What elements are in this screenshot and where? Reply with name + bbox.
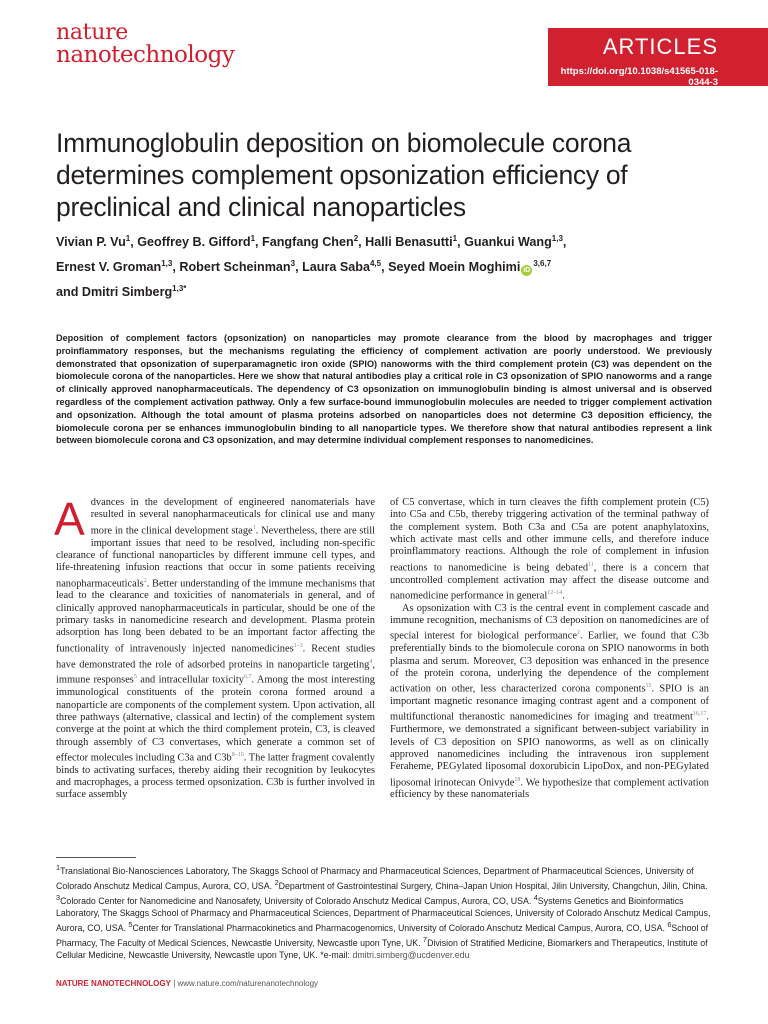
text-run: dvances in the development of engineered nanomaterials have resulted in several nanopharmaceuticals for clinical use and many more in the clinical development stage <box>90 497 375 537</box>
author-affiliation-sup: 3 <box>290 259 296 269</box>
journal-name-line2: nanotechnology <box>56 42 235 68</box>
text-run: and intracellular toxicity <box>136 674 244 686</box>
text-run: Center for Translational Pharmacokinetics and Pharmacogenomics, University of Colorado Anschutz Medical Campus, Aurora, CO, USA. <box>132 923 668 934</box>
author-affiliation-sup: 1,3* <box>172 284 187 294</box>
author-affiliation-sup: 2 <box>353 234 359 243</box>
author-separator: , <box>255 235 263 250</box>
text-run: As opsonization with C3 is the central event in complement cascade and immune recognition, mechanisms of C3 deposition on nanomedicines are of special interest for biological performance <box>390 602 709 642</box>
journal-logo <box>56 22 234 66</box>
affiliations <box>56 862 716 961</box>
body-paragraph <box>390 603 709 802</box>
author-separator: , <box>562 235 567 250</box>
text-run: . Furthermore, we demonstrated a significant between-subject variability in levels of C3 deposition on SPIO nanoworms, as well as on clinically approved nanomedicines including the intravenous iron supplement Feraheme, PEGylated liposomal doxorubicin LipoDox, and non-PEGylated liposomal irinotecan Onivyde <box>390 711 709 789</box>
text-run: , there is a concern that uncontrolled complement activation may affect the disease outcome and nanomedicine performance in general <box>390 562 709 602</box>
author-affiliation-sup: 4,5 <box>369 259 382 269</box>
text-run: . We hypothesize that complement activation efficiency by these nanomaterials <box>390 777 709 801</box>
citation-ref[interactable]: 8–10 <box>231 751 244 758</box>
author-affiliation-sup: 1,3 <box>161 259 173 269</box>
text-run: of C5 convertase, which in turn cleaves the fifth complement protein (C5) into C5a and C5b, thereby triggering activation of the terminal pathway of the complement system. Both C3a and C5a are potent anaphylatoxins, which activate mast cells and other immune cells, and therefore induce proinflammatory reactions. Although the role of complement in infusion reactions to nanomedicine is being debated <box>390 497 709 574</box>
citation-ref[interactable]: 15 <box>645 683 652 690</box>
author-separator: , <box>295 260 303 275</box>
author-affiliation-sup: 1,3 <box>551 234 563 243</box>
author-name: Seyed Moein Moghimi <box>388 260 521 275</box>
text-run: . Recent studies have demonstrated the role of adsorbed proteins in nanoparticle targeting <box>56 643 375 670</box>
citation-ref[interactable]: 6,7 <box>243 674 252 681</box>
text-run: Division of Stratified Medicine, Biomarkers and Therapeutics, Institute of Cellular Medicine, Newcastle University, Newcastle upon Tyne, UK. <box>56 938 708 961</box>
text-run: . SPIO is an important magnetic resonance imaging contrast agent and a component of multifunctional theranostic nanomedicines for imaging and treatment <box>390 683 709 723</box>
footnote-divider <box>56 857 136 858</box>
text-run: . Earlier, we found that C3b preferentially binds to the biomolecule corona on SPIO nanoworms in both plasma and serum. Moreover, C3 deposition was enhanced in the presence of the protein corona, underlying the dependence of the complement activation on other, less characterized corona components <box>390 630 709 695</box>
citation-ref[interactable]: 2 <box>576 630 580 637</box>
author-name: Laura Saba <box>302 260 370 275</box>
citation-ref[interactable]: 5 <box>128 920 133 930</box>
body-paragraph <box>390 497 709 603</box>
footer-journal: NATURE NANOTECHNOLOGY <box>56 979 171 988</box>
text-run: *e-mail: <box>320 950 353 961</box>
body-column-right <box>390 497 709 802</box>
citation-ref[interactable]: 1–3 <box>293 642 303 649</box>
text-run: . <box>562 590 565 602</box>
body-paragraph <box>54 493 376 802</box>
citation-ref[interactable]: 6 <box>667 920 672 930</box>
author-separator: , <box>381 260 389 275</box>
email-link[interactable]: dmitri.simberg@ucdenver.edu <box>352 950 470 961</box>
text-run: . Among the most interesting immunological constituents of the protein corona formed around a nanoparticle are components of the complement system. Upon activation, all three pathways (alternative, classical and lectin) of the complement system converge at the point at which the third complement protein, C3, is cleaved through assembly of C3 convertases, which generate a common set of effector molecules including C3a and C3b <box>56 674 376 764</box>
author-separator: , <box>457 235 465 250</box>
journal-name-line1: nature <box>56 20 129 45</box>
citation-ref[interactable]: 1 <box>252 524 256 531</box>
author-name: Halli Benasutti <box>365 235 453 250</box>
citation-ref[interactable]: 1 <box>56 863 61 872</box>
abstract: Deposition of complement factors (opsonization) on nanoparticles may promote clearance from the blood by macrophages and trigger proinflammatory responses, but the mechanisms regulating the efficiency of complement activation are poorly understood. We previously demonstrated that opsonization of superparamagnetic iron oxide (SPIO) nanoworms with the third complement protein (C3) was dependent on the biomolecule corona of the nanoparticles. Here we show that natural antibodies play a critical role in C3 opsonization of SPIO nanoworms and a range of clinically approved nanopharmaceuticals. The dependency of C3 opsonization on immunoglobulin binding is almost universal and is observed regardless of the complement activation pathway. Only a few surface-bound immunoglobulin molecules are needed to trigger complement activation and opsonization. Although the total amount of plasma proteins adsorbed on nanoparticles does not determine C3 deposition efficiency, the biomolecule corona per se enhances immunoglobulin binding to all nanoparticle types. We therefore show that natural antibodies represent a link between biomolecule corona and C3 opsonization, and may determine individual complement responses to nanomedicines. <box>56 333 712 446</box>
author-list <box>56 228 716 304</box>
author-affiliation-sup: 1 <box>125 234 131 243</box>
article-title: Immunoglobulin deposition on biomolecule corona determines complement opsonization efficiency of preclinical and clinical nanoparticles <box>56 128 632 222</box>
text-run: School of Pharmacy, The Faculty of Medical Sciences, Newcastle University, Newcastle upon Tyne, UK. <box>56 923 709 949</box>
author-name: Vivian P. Vu <box>56 235 126 250</box>
text-run: , immune responses <box>56 659 375 686</box>
citation-ref[interactable]: 18 <box>514 776 521 783</box>
orcid-icon[interactable]: iD <box>523 267 531 275</box>
citation-ref[interactable]: 4 <box>533 893 538 903</box>
drop-cap: A <box>54 493 85 545</box>
author-affiliation-sup: 1 <box>452 234 458 243</box>
footer-separator: | <box>170 979 178 988</box>
citation-ref[interactable]: 16,17 <box>692 711 707 718</box>
citation-ref[interactable]: 7 <box>423 935 428 945</box>
author-name: Robert Scheinman <box>179 260 291 275</box>
citation-ref[interactable]: 11 <box>588 561 594 568</box>
citation-ref[interactable]: 3 <box>56 893 61 903</box>
section-label: ARTICLES <box>602 34 718 59</box>
author-affiliation-sup: 1 <box>250 234 256 243</box>
author-name: Fangfang Chen <box>262 235 354 250</box>
citation-ref[interactable]: 4 <box>369 658 373 665</box>
text-run: Translational Bio-Nanosciences Laboratory, The Skaggs School of Pharmacy and Pharmaceutical Sciences, Department of Pharmaceutical Sciences, University of Colorado Anschutz Medical Campus, Aurora, CO, USA. <box>56 865 694 891</box>
author-separator: , <box>130 235 138 250</box>
doi-link[interactable]: https://doi.org/10.1038/s41565-018-0344-3 <box>560 66 718 88</box>
author-name: Ernest V. Groman <box>56 260 162 275</box>
body-column-left <box>54 493 376 802</box>
text-run: Systems Genetics and Bioinformatics Laboratory, The Skaggs School of Pharmacy and Pharmaceutical Sciences, Department of Pharmaceutical Sciences, University of Colorado Anschutz Medical Campus, Aurora, CO, USA. <box>56 895 711 934</box>
text-run: . Better understanding of the immune mechanisms that lead to the clearance and toxicities of nanomaterials in general, and of clinically approved nanopharmaceuticals in particular, should be one of the primary tasks in nanomedicine research and development. Plasma protein adsorption has long been debated to be an important factor affecting the functionality of intravenously injected nanomedicines <box>56 578 375 655</box>
author-name: Guankui Wang <box>464 235 552 250</box>
author-separator: , <box>172 260 180 275</box>
author-separator: , <box>358 235 366 250</box>
citation-ref[interactable]: 2 <box>143 577 147 584</box>
text-run: Department of Gastrointestinal Surgery, China–Japan Union Hospital, Jilin University, Changchun, Jilin, China. <box>278 880 708 891</box>
text-run: . Nevertheless, there are still important issues that need to be resolved, including non-specific clearance of functional nanoparticles by different immune cell types, and life-threatening infusion reactions that occur in some patients receiving nanopharmaceuticals <box>56 525 375 589</box>
citation-ref[interactable]: 5 <box>133 674 137 681</box>
citation-ref[interactable]: 12–14 <box>547 589 563 596</box>
text-run: . The latter fragment covalently binds to activating surfaces, thereby aiding their recognition by leukocytes and macrophages, a process termed opsonization. C3b is further involved in surface assembly <box>56 752 375 801</box>
citation-ref[interactable]: 2 <box>274 878 279 888</box>
author-affiliation-sup: 3,6,7 <box>533 259 552 269</box>
text-run: Colorado Center for Nanomedicine and Nanosafety, University of Colorado Anschutz Medical Campus, Aurora, CO, USA. <box>60 895 534 906</box>
author-name: and Dmitri Simberg <box>56 285 173 300</box>
page-footer <box>56 979 318 988</box>
section-banner <box>548 28 768 86</box>
footer-url[interactable]: www.nature.com/naturenanotechnology <box>177 979 319 988</box>
author-name: Geoffrey B. Gifford <box>137 235 251 250</box>
